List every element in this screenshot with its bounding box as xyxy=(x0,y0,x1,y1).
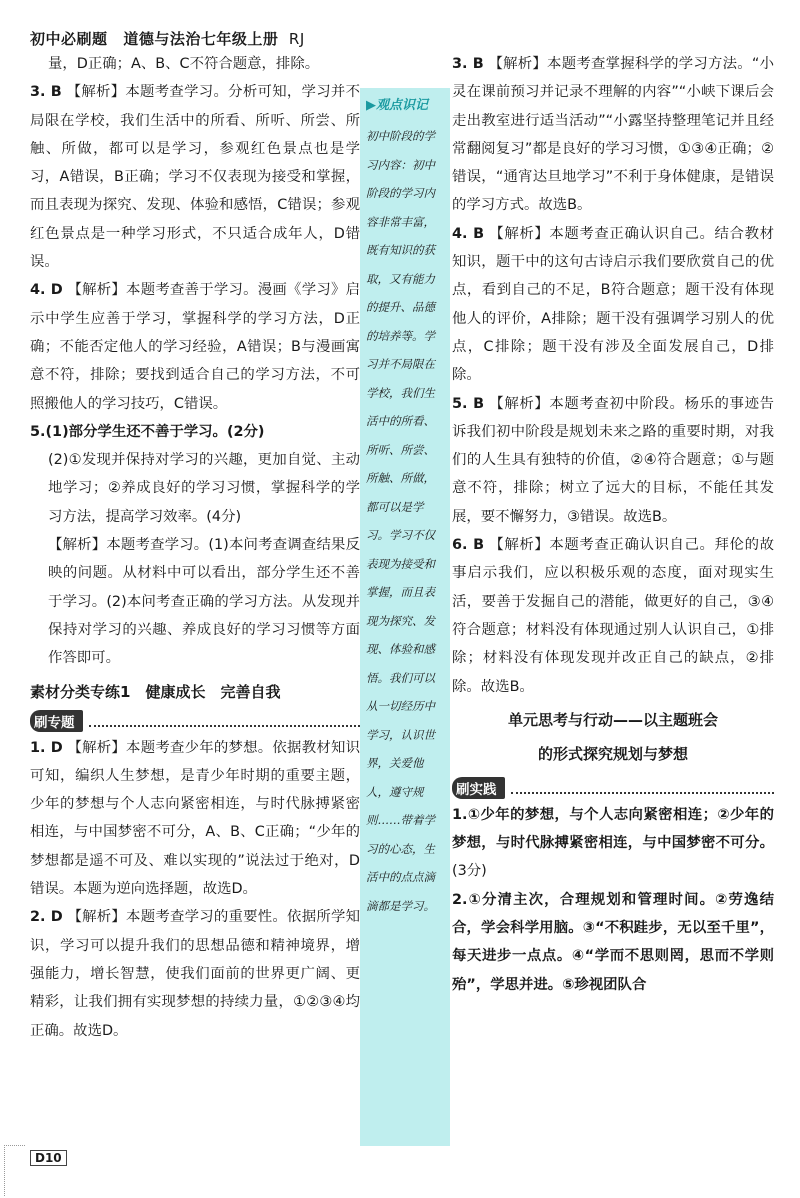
dotted-divider xyxy=(511,782,775,794)
unit-title-line2: 的形式探究规划与梦想 xyxy=(537,744,688,763)
answer-4-number: 4. D xyxy=(30,282,63,299)
topic-tag xyxy=(30,710,360,732)
practice-answer-1-text: ①少年的梦想，与个人志向紧密相连；②少年的梦想，与时代脉搏紧密相连，与中国梦密不可分。 xyxy=(452,806,774,852)
practice-tag xyxy=(452,777,774,799)
practice-answer-2-text: ①分清主次，合理规划和管理时间。②劳逸结合，学会科学用脑。③“不积跬步，无以至千里”，每天进步一点点。④“学而不思则罔，思而不学则殆”，学思并进。⑤珍视团队合 xyxy=(452,891,774,993)
right-answer-5-number: 5. B xyxy=(452,395,485,412)
dotted-divider xyxy=(89,715,361,727)
answer-4-analysis: 【解析】本题考查善于学习。漫画《学习》启示中学生应善于学习，掌握科学的学习方法，D正确；不能否定他人的学习经验，A错误；B与漫画寓意不符，排除；要找到适合自己的学习方法，不可照搬他人的学习技巧，C错误。 xyxy=(30,282,360,412)
sidebar-title: ▶观点识记 xyxy=(366,98,429,113)
sidebar-body: 初中阶段的学习内容：初中阶段的学习内容非常丰富，既有知识的获取，又有能力的提升、品德的培养等。学习并不局限在学校，我们生活中的所看、所听、所尝、所触、所做，都可以是学习。学习不仅表现为接受和掌握，而且表现为探究、发现、体验和感悟。我们可以从一切经历中学习，认识世界，关爱他人，遵守规则……带着学习的心态，生活中的点点滴滴都是学习。 xyxy=(366,129,435,913)
page-header xyxy=(30,28,305,49)
practice-answer-1 xyxy=(452,801,774,886)
answer-5-part1: (1)部分学生还不善于学习。(2分) xyxy=(45,423,265,440)
special-answer-2-analysis: 【解析】本题考查学习的重要性。依据所学知识，学习可以提升我们的思想品德和精神境界，增强能力，增长智慧，使我们面前的世界更广阔、更精彩，让我们拥有实现梦想的持续力量，①②③④均正确。故选D。 xyxy=(30,909,360,1039)
answer-5-number: 5. xyxy=(30,423,46,440)
left-column xyxy=(30,50,360,1045)
special-answer-1-number: 1. D xyxy=(30,739,63,756)
answer-5-analysis: 【解析】本题考查学习。(1)本问考查调查结果反映的问题。从材料中可以看出，部分学生还不善于学习。(2)本问考查正确的学习方法。从发现并保持对学习的兴趣、养成良好的学习习惯等方面作答即可。 xyxy=(48,537,360,667)
topic-badge: 刷专题 xyxy=(30,710,83,732)
book-title: 初中必刷题 xyxy=(30,30,108,48)
special-answer-2-number: 2. D xyxy=(30,909,63,926)
practice-answer-2 xyxy=(452,886,774,999)
section-title: 素材分类专练1 健康成长 完善自我 xyxy=(30,682,281,701)
right-answer-4-number: 4. B xyxy=(452,225,485,242)
right-answer-6-analysis: 【解析】本题考查正确认识自己。拜伦的故事启示我们，应以积极乐观的态度，面对现实生活，要善于发掘自己的潜能，做更好的自己，③④符合题意；材料没有体现通过别人认识自己，①排除；材料没有体现发现并改正自己的缺点，②排除。故选B。 xyxy=(452,537,774,695)
right-answer-6 xyxy=(452,531,774,701)
answer-3-number: 3. B xyxy=(30,84,62,101)
right-answer-5 xyxy=(452,390,774,531)
right-answer-4-analysis: 【解析】本题考查正确认识自己。结合教材知识，题干中的这句古诗启示我们要欣赏自己的优点，看到自己的不足，B符合题意；题干没有体现他人的评价，A排除；题干没有强调学习别人的优点，C排除；题干没有涉及全面发展自己，D排除。 xyxy=(452,225,774,384)
right-answer-3 xyxy=(452,50,774,220)
right-answer-6-number: 6. B xyxy=(452,537,485,554)
right-column xyxy=(452,50,774,999)
special-answer-1 xyxy=(30,734,360,904)
right-answer-3-analysis: 【解析】本题考查掌握科学的学习方法。“小灵在课前预习并记录不理解的内容”“小峡下课后会走出教室进行适当活动”“小露坚持整理笔记并且经常翻阅复习”都是良好的学习习惯，①③④正确；②错误，“通宵达旦地学习”不利于身体健康，是错误的学习方式。故选B。 xyxy=(452,56,774,214)
unit-title-line1: 单元思考与行动——以主题班会 xyxy=(507,710,718,729)
answer-3 xyxy=(30,78,360,276)
practice-answer-1-number: 1. xyxy=(452,806,468,823)
practice-answer-1-score: (3分) xyxy=(452,863,487,880)
practice-badge: 刷实践 xyxy=(452,777,505,799)
answer-continuation: 量，D正确；A、B、C不符合题意，排除。 xyxy=(48,56,320,72)
right-answer-4 xyxy=(452,220,774,390)
note-sidebar xyxy=(360,88,450,1146)
practice-answer-2-number: 2. xyxy=(452,891,468,908)
special-answer-2 xyxy=(30,903,360,1044)
answer-4 xyxy=(30,276,360,417)
right-answer-5-analysis: 【解析】本题考查初中阶段。杨乐的事迹告诉我们初中阶段是规划未来之路的重要时期，对我们的人生具有独特的价值，②④符合题意；①与题意不符，排除；树立了远大的目标，不能任其发展，要不懈努力，③错误。故选B。 xyxy=(452,395,774,525)
edition-label: RJ xyxy=(288,30,305,48)
special-answer-1-analysis: 【解析】本题考查少年的梦想。依据教材知识可知，编织人生梦想，是青少年时期的重要主题，少年的梦想与个人志向紧密相连，与时代脉搏紧密相连，与中国梦密不可分，A、B、C正确；“少年的梦想都是遥不可及、难以实现的”说法过于绝对，D错误。本题为逆向选择题，故选D。 xyxy=(30,739,360,898)
answer-3-analysis: 【解析】本题考查学习。分析可知，学习并不局限在学校，我们生活中的所看、所听、所尝、所触、所做，都可以是学习，参观红色景点也是学习，A错误，B正确；学习不仅表现为接受和掌握，而且表现为探究、发现、体验和感悟，C错误；参观红色景点是一种学习形式，不只适合成年人，D错误。 xyxy=(30,84,360,271)
subject-title: 道德与法治七年级上册 xyxy=(123,30,279,48)
right-answer-3-number: 3. B xyxy=(452,56,484,72)
binding-margin xyxy=(4,1145,25,1196)
sidebar-title-text: 观点识记 xyxy=(376,98,429,113)
page-number: D10 xyxy=(30,1150,67,1166)
answer-5-part2: (2)①发现并保持对学习的兴趣，更加自觉、主动地学习；②养成良好的学习习惯，掌握科学的学习方法，提高学习效率。(4分) xyxy=(48,452,360,525)
answer-5 xyxy=(30,418,360,446)
